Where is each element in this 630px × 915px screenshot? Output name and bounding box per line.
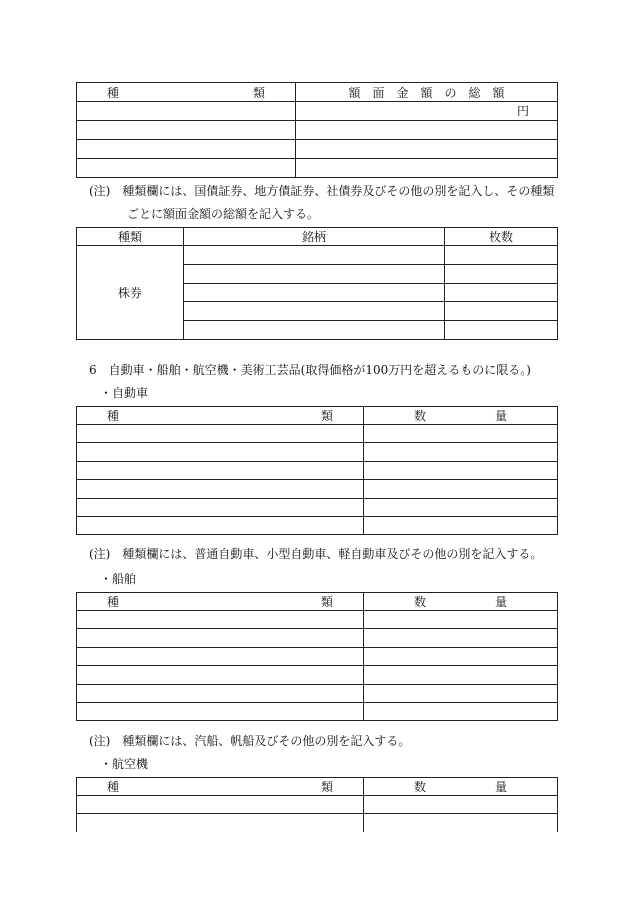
car-header-qty: 数 量	[364, 407, 558, 425]
securities-cell[interactable]	[77, 159, 296, 178]
securities-cell[interactable]	[296, 121, 558, 140]
car-cell[interactable]	[364, 480, 558, 499]
aircraft-header-kind: 種 類	[77, 778, 364, 796]
car-cell[interactable]	[364, 462, 558, 480]
stocks-cell[interactable]	[184, 284, 445, 302]
securities-header-total: 額 面 金 額 の 総 額	[296, 83, 558, 102]
car-header-kind: 種 類	[77, 407, 364, 425]
ship-cell[interactable]	[77, 685, 364, 703]
securities-note-line2: ごとに額面金額の総額を記入する。	[127, 207, 320, 221]
car-cell[interactable]	[77, 499, 364, 517]
stocks-cell[interactable]	[445, 302, 558, 321]
stocks-header-brand: 銘柄	[184, 228, 445, 246]
securities-note-line1: (注) 種類欄には、国債証券、地方債証券、社債券及びその他の別を記入し、その種類	[89, 184, 555, 198]
ship-cell[interactable]	[364, 685, 558, 703]
aircraft-heading: ・航空機	[100, 757, 149, 771]
stocks-cell[interactable]	[184, 265, 445, 284]
stocks-table	[76, 227, 558, 340]
yen-unit: 円	[516, 104, 529, 118]
aircraft-header-qty: 数 量	[364, 778, 558, 796]
ship-table	[76, 592, 558, 721]
car-note: (注) 種類欄には、普通自動車、小型自動車、軽自動車及びその他の別を記入する。	[89, 547, 543, 561]
securities-cell[interactable]	[77, 102, 296, 121]
car-cell[interactable]	[77, 480, 364, 499]
stocks-header-kind: 種類	[77, 228, 184, 246]
stocks-header-count: 枚数	[445, 228, 558, 246]
securities-cell[interactable]	[77, 140, 296, 159]
securities-cell[interactable]	[296, 140, 558, 159]
car-table	[76, 406, 558, 535]
car-cell[interactable]	[77, 462, 364, 480]
stocks-cell[interactable]	[445, 265, 558, 284]
securities-table	[76, 82, 558, 178]
ship-cell[interactable]	[364, 629, 558, 648]
car-cell[interactable]	[364, 425, 558, 443]
aircraft-cell[interactable]	[364, 796, 558, 814]
stocks-cell[interactable]	[445, 284, 558, 302]
ship-cell[interactable]	[364, 611, 558, 629]
ship-note: (注) 種類欄には、汽船、帆船及びその他の別を記入する。	[89, 734, 411, 748]
stocks-cell[interactable]	[184, 321, 445, 340]
aircraft-table	[76, 777, 558, 832]
ship-header-qty: 数 量	[364, 593, 558, 611]
securities-total-cell[interactable]	[296, 102, 558, 121]
car-cell[interactable]	[364, 499, 558, 517]
ship-cell[interactable]	[364, 703, 558, 721]
stocks-cell[interactable]	[445, 321, 558, 340]
section6-title: 6 自動車・船舶・航空機・美術工芸品(取得価格が100万円を超えるものに限る。)	[89, 363, 531, 377]
securities-cell[interactable]	[296, 159, 558, 178]
ship-heading: ・船舶	[100, 572, 137, 586]
ship-cell[interactable]	[364, 666, 558, 685]
ship-cell[interactable]	[77, 703, 364, 721]
ship-cell[interactable]	[77, 611, 364, 629]
car-cell[interactable]	[77, 443, 364, 462]
car-cell[interactable]	[364, 443, 558, 462]
car-heading: ・自動車	[100, 386, 149, 400]
stocks-cell[interactable]	[184, 302, 445, 321]
aircraft-cell[interactable]	[77, 796, 364, 814]
car-cell[interactable]	[77, 425, 364, 443]
ship-cell[interactable]	[77, 648, 364, 666]
securities-header-kind: 種 類	[77, 83, 296, 102]
aircraft-cell[interactable]	[77, 814, 364, 832]
car-cell[interactable]	[77, 517, 364, 535]
stocks-cell[interactable]	[445, 246, 558, 265]
ship-header-kind: 種 類	[77, 593, 364, 611]
aircraft-cell[interactable]	[364, 814, 558, 832]
ship-cell[interactable]	[77, 629, 364, 648]
securities-cell[interactable]	[77, 121, 296, 140]
stocks-cell[interactable]	[184, 246, 445, 265]
car-cell[interactable]	[364, 517, 558, 535]
stocks-row-label: 株券	[77, 246, 184, 340]
ship-cell[interactable]	[364, 648, 558, 666]
ship-cell[interactable]	[77, 666, 364, 685]
